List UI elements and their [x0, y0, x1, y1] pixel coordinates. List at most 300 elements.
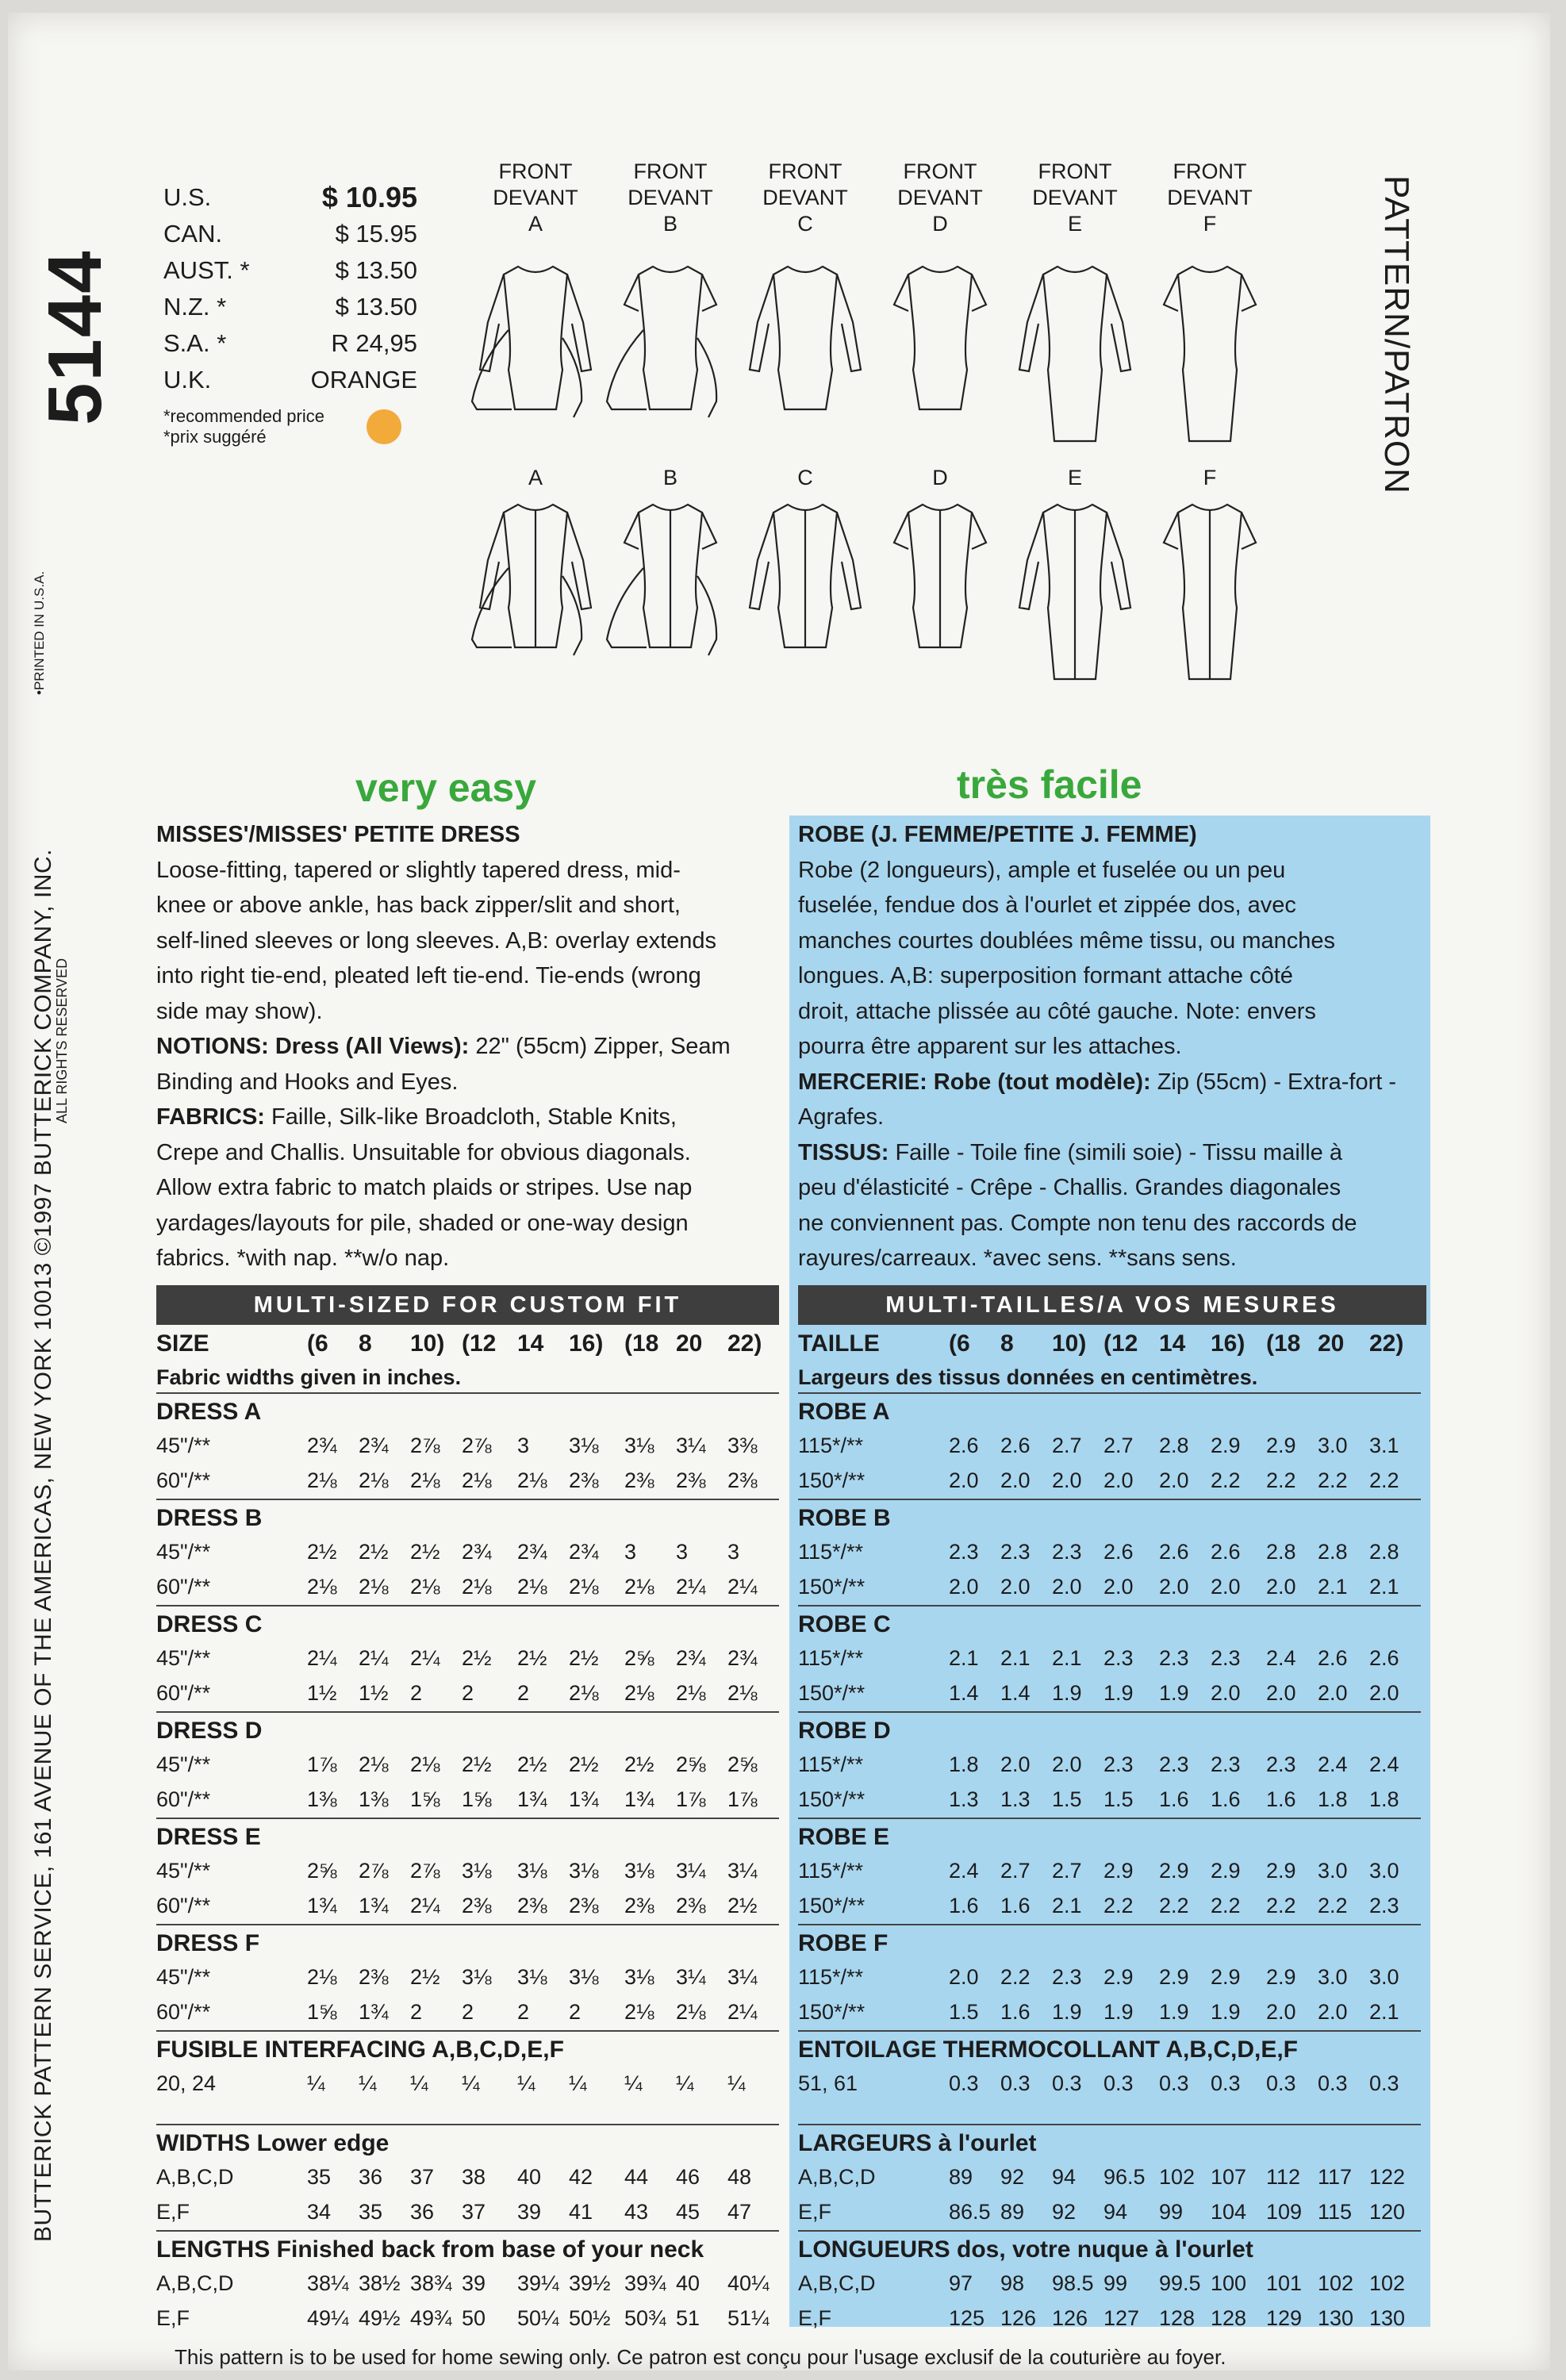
row-value: 2¾ [359, 1434, 389, 1457]
yardage-row [156, 1854, 779, 1889]
row-value: 89 [949, 2165, 973, 2189]
row-value: ¼ [359, 2071, 377, 2095]
row-label: SIZE [156, 1330, 209, 1357]
row-value: 2⅝ [727, 1752, 758, 1776]
row-value: 50½ [569, 2306, 611, 2330]
row-value: 104 [1211, 2200, 1247, 2224]
row-value: 98 [1000, 2271, 1025, 2295]
row-value: (12 [462, 1330, 497, 1357]
row-value: 1.6 [1000, 1894, 1031, 1917]
row-value: 47 [727, 2200, 752, 2224]
row-value: 1¾ [359, 1894, 389, 1917]
row-value: 2.1 [1000, 1646, 1031, 1670]
row-value: 35 [359, 2200, 383, 2224]
row-value: 2⅛ [569, 1681, 599, 1705]
fabrics-line [156, 1100, 779, 1135]
row-value: 2.0 [1211, 1681, 1241, 1705]
row-label: 45"/** [156, 1752, 211, 1776]
row-value: 3⅛ [569, 1434, 599, 1457]
row-value: 2⅛ [624, 1681, 654, 1705]
desc-line: self-lined sleeves or long sleeves. A,B: overlay extends [156, 927, 717, 954]
row-value: 14 [1159, 1330, 1186, 1357]
price-country: AUST. * [163, 256, 250, 284]
yardage-row [156, 1570, 779, 1605]
back-view-label-b: B [662, 466, 677, 489]
row-label: 60"/** [156, 1681, 211, 1705]
row-value: 102 [1318, 2271, 1354, 2295]
row-label: 115*/** [798, 1965, 864, 1989]
row-value: (12 [1103, 1330, 1138, 1357]
row-value: 2.9 [1159, 1965, 1189, 1989]
row-label: 115*/** [798, 1646, 864, 1670]
row-value: 2.0 [1211, 1575, 1241, 1599]
row-value: 51¼ [727, 2306, 770, 2330]
mercerie-line-2: Agrafes. [798, 1104, 884, 1130]
yardage-row [798, 2067, 1421, 2102]
row-value: 2.6 [1211, 1540, 1241, 1564]
row-value: 1.3 [1000, 1787, 1031, 1811]
row-value: 34 [307, 2200, 332, 2224]
row-value: 126 [1052, 2306, 1088, 2330]
view-letter: B [662, 212, 677, 236]
yardage-chart-fr [798, 1326, 1421, 2336]
row-value: 1.8 [1369, 1787, 1399, 1811]
row-value: 1.9 [1103, 2000, 1134, 2024]
row-value: 2.1 [1052, 1894, 1082, 1917]
row-value: 130 [1318, 2306, 1354, 2330]
back-dress-figure-b [607, 505, 716, 655]
row-value: 2¼ [727, 1575, 758, 1599]
row-value: 2.0 [1000, 1575, 1031, 1599]
row-value: 1⅜ [307, 1787, 337, 1811]
yardage-row [156, 1676, 779, 1711]
row-value: 36 [359, 2165, 383, 2189]
row-label: E,F [156, 2306, 190, 2330]
row-value: 2⅞ [410, 1859, 440, 1883]
row-value: 2½ [307, 1540, 337, 1564]
row-value: 92 [1000, 2165, 1025, 2189]
row-value: 1⅞ [727, 1787, 758, 1811]
length-row [156, 2267, 779, 2301]
row-value: 2⅛ [727, 1681, 758, 1705]
row-value: 22) [1369, 1330, 1404, 1357]
pattern-number: 5144 [33, 249, 117, 425]
row-value: 2.7 [1052, 1859, 1082, 1883]
fabrics-line: Allow extra fabric to match plaids or stripes. Use nap [156, 1175, 693, 1200]
chart-section-title [798, 1605, 1421, 1641]
row-value: 2⅜ [569, 1894, 599, 1917]
pattern-envelope-back [8, 13, 1550, 2370]
tissus-label: TISSUS: [798, 1139, 889, 1165]
price-value: $ 13.50 [335, 293, 417, 321]
row-value: 48 [727, 2165, 752, 2189]
row-value: 1¾ [569, 1787, 599, 1811]
row-value: 2.4 [1318, 1752, 1348, 1776]
row-label: E,F [156, 2200, 190, 2224]
row-value: ¼ [410, 2071, 428, 2095]
row-value: 2.1 [1318, 1575, 1348, 1599]
row-value: 2⅛ [307, 1468, 337, 1492]
row-value: 39¾ [624, 2271, 666, 2295]
row-value: 3.0 [1318, 1434, 1348, 1457]
row-value: 2 [517, 2000, 530, 2024]
row-value: 0.3 [1266, 2071, 1296, 2095]
desc-line: Loose-fitting, tapered or slightly tapered dress, mid- [156, 857, 681, 883]
row-value: 2½ [462, 1646, 492, 1670]
row-value: 2.2 [1000, 1965, 1031, 1989]
row-value: 99 [1103, 2271, 1128, 2295]
row-value: 1⅝ [410, 1787, 440, 1811]
row-value: 2.9 [1266, 1859, 1296, 1883]
row-value: 99 [1159, 2200, 1184, 2224]
row-value: 2.8 [1318, 1540, 1348, 1564]
row-value: 10) [1052, 1330, 1087, 1357]
row-value: ¼ [624, 2071, 643, 2095]
row-value: 3¼ [676, 1965, 706, 1989]
back-view-label-f: F [1203, 466, 1217, 489]
row-value: 130 [1369, 2306, 1406, 2330]
row-value: 2.3 [949, 1540, 979, 1564]
row-value: 0.3 [1369, 2071, 1399, 2095]
yardage-row [156, 1889, 779, 1924]
row-value: 2.3 [1159, 1752, 1189, 1776]
row-value: 102 [1159, 2165, 1196, 2189]
row-value: 89 [1000, 2200, 1025, 2224]
section-title: DRESS A [156, 1399, 262, 1425]
row-value: 50¾ [624, 2306, 666, 2330]
view-letter: C [797, 212, 813, 236]
fabrics-label: FABRICS: [156, 1104, 265, 1130]
length-row [798, 2267, 1421, 2301]
row-value: 2¾ [727, 1646, 758, 1670]
row-value: 2.0 [1103, 1575, 1134, 1599]
price-note-fr: *prix suggéré [163, 427, 267, 447]
widths-title [156, 2125, 779, 2160]
row-value: 50 [462, 2306, 486, 2330]
row-value: 2.0 [1318, 1681, 1348, 1705]
fabric-width-note [156, 1361, 779, 1392]
tissus-line: rayures/carreaux. *avec sens. **sans sens. [798, 1246, 1237, 1271]
row-value: 86.5 [949, 2200, 991, 2224]
price-country: U.S. [163, 183, 212, 211]
mercerie-line [798, 1065, 1421, 1100]
row-value: 2¼ [359, 1646, 389, 1670]
row-value: 2⅛ [410, 1752, 440, 1776]
front-dress-figure-a [472, 267, 591, 417]
row-value: 2.7 [1103, 1434, 1134, 1457]
footer-note: This pattern is to be used for home sewing only. Ce patron est conçu pour l'usage exclusif de la couturière au foyer. [175, 2345, 1226, 2369]
front-dress-figure-f [1164, 267, 1256, 441]
row-value: 2.9 [1266, 1434, 1296, 1457]
row-value: 127 [1103, 2306, 1140, 2330]
chart-section-title [798, 2030, 1421, 2067]
row-value: 2.0 [1103, 1468, 1134, 1492]
row-label: E,F [798, 2200, 832, 2224]
row-label: 60"/** [156, 1787, 211, 1811]
row-value: 109 [1266, 2200, 1303, 2224]
row-label: 115*/** [798, 1859, 864, 1883]
yardage-row [798, 1641, 1421, 1676]
row-value: 2 [569, 2000, 581, 2024]
tissus-line: ne conviennent pas. Compte non tenu des raccords de [798, 1210, 1357, 1236]
row-value: 20 [676, 1330, 703, 1357]
fabric-width-note [798, 1361, 1421, 1392]
chart-section-title [156, 1818, 779, 1854]
row-value: 94 [1052, 2165, 1077, 2189]
row-value: 1.5 [1052, 1787, 1082, 1811]
row-value: 0.3 [949, 2071, 979, 2095]
yardage-row [156, 1960, 779, 1995]
row-value: 3⅛ [624, 1859, 654, 1883]
row-label: 60"/** [156, 2000, 211, 2024]
yardage-row [798, 1570, 1421, 1605]
row-value: 2.2 [1266, 1894, 1296, 1917]
row-value: 94 [1103, 2200, 1128, 2224]
notions-line [156, 1029, 779, 1065]
row-value: 2⅛ [359, 1575, 389, 1599]
row-value: 2 [410, 1681, 423, 1705]
row-value: 0.3 [1318, 2071, 1348, 2095]
english-title: MISSES'/MISSES' PETITE DRESS [156, 822, 520, 847]
row-value: 126 [1000, 2306, 1037, 2330]
row-value: 10) [410, 1330, 445, 1357]
row-value: 2½ [410, 1540, 440, 1564]
row-value: 2.1 [1369, 2000, 1399, 2024]
row-value: 1¾ [624, 1787, 654, 1811]
row-value: 22) [727, 1330, 762, 1357]
view-letter: D [932, 212, 948, 236]
notions-text: 22" (55cm) Zipper, Seam [469, 1034, 731, 1059]
row-label: 150*/** [798, 2000, 866, 2024]
row-value: 8 [1000, 1330, 1014, 1357]
yardage-row [156, 1641, 779, 1676]
row-value: 97 [949, 2271, 973, 2295]
row-value: 2¼ [307, 1646, 337, 1670]
row-value: 102 [1369, 2271, 1406, 2295]
row-value: 2.8 [1159, 1434, 1189, 1457]
front-label-text: FRONT [633, 159, 708, 183]
row-value: 0.3 [1052, 2071, 1082, 2095]
row-label: 115*/** [798, 1540, 864, 1564]
row-value: 2⅞ [359, 1859, 389, 1883]
row-value: 1.9 [1211, 2000, 1241, 2024]
yardage-row [798, 1960, 1421, 1995]
row-value: 2.2 [1211, 1894, 1241, 1917]
notions-line-2: Binding and Hooks and Eyes. [156, 1069, 459, 1095]
front-dress-figure-c [750, 267, 861, 409]
row-value: 122 [1369, 2165, 1406, 2189]
row-value: 1.6 [1266, 1787, 1296, 1811]
desc-line: fuselée, fendue dos à l'ourlet et zippée dos, avec [798, 892, 1296, 918]
mercerie-label: MERCERIE: Robe (tout modèle): [798, 1069, 1151, 1095]
width-row [798, 2195, 1421, 2230]
row-value: 39 [517, 2200, 542, 2224]
back-dress-figure-d [894, 505, 986, 647]
note-text: Largeurs des tissus données en centimètres. [798, 1365, 1258, 1389]
row-value: 2⅛ [517, 1575, 547, 1599]
heading-very-easy: very easy [355, 766, 537, 810]
row-label: 150*/** [798, 1894, 866, 1917]
row-label: 45"/** [156, 1434, 211, 1457]
front-label-text: DEVANT [1032, 186, 1118, 209]
desc-line: droit, attache plissée au côté gauche. Note: envers [798, 998, 1316, 1024]
chart-section-title [156, 1924, 779, 1960]
yardage-chart-en [156, 1326, 779, 2336]
row-value: 117 [1318, 2165, 1353, 2189]
front-label-text: DEVANT [628, 186, 713, 209]
yardage-row [798, 1748, 1421, 1783]
row-value: 3.0 [1369, 1859, 1399, 1883]
row-value: 125 [949, 2306, 985, 2330]
back-view-label-d: D [932, 466, 948, 489]
pattern-label: PATTERN/PATRON [1377, 175, 1416, 494]
row-value: 128 [1159, 2306, 1196, 2330]
front-label-text: FRONT [1038, 159, 1112, 183]
desc-line: manches courtes doublées même tissu, ou manches [798, 927, 1336, 954]
row-value: 3.0 [1318, 1965, 1348, 1989]
row-label: TAILLE [798, 1330, 880, 1357]
row-label: A,B,C,D [798, 2165, 876, 2189]
row-value: 2 [462, 2000, 474, 2024]
row-value: 2.9 [1211, 1965, 1241, 1989]
row-value: 0.3 [1103, 2071, 1134, 2095]
row-value: 98.5 [1052, 2271, 1094, 2295]
row-value: 38¾ [410, 2271, 452, 2295]
section-title: LONGUEURS dos, votre nuque à l'ourlet [798, 2236, 1253, 2263]
section-title: LARGEURS à l'ourlet [798, 2130, 1037, 2156]
row-value: 1⅞ [307, 1752, 337, 1776]
row-value: 39½ [569, 2271, 611, 2295]
price-note-en: *recommended price [163, 406, 324, 426]
price-value: ORANGE [310, 366, 417, 393]
yardage-row [798, 1995, 1421, 2030]
view-illustrations [8, 13, 1550, 727]
row-value: 2⅛ [624, 2000, 654, 2024]
yardage-row [156, 1429, 779, 1464]
row-value: ¼ [676, 2071, 694, 2095]
row-label: 60"/** [156, 1468, 211, 1492]
width-row [156, 2195, 779, 2230]
lengths-title [156, 2230, 779, 2267]
desc-line: pourra être apparent sur les attaches. [798, 1034, 1182, 1059]
chart-gap [156, 2102, 779, 2125]
yardage-row [798, 1535, 1421, 1570]
row-value: 2⅝ [624, 1646, 654, 1670]
row-value: 2.0 [1052, 1752, 1082, 1776]
section-title: LENGTHS Finished back from base of your neck [156, 2236, 704, 2263]
front-label-text: DEVANT [1167, 186, 1253, 209]
row-value: 2.4 [1266, 1646, 1296, 1670]
row-value: 2¾ [462, 1540, 492, 1564]
section-title: ROBE D [798, 1718, 891, 1744]
row-value: ¼ [569, 2071, 587, 2095]
row-value: 2.9 [1103, 1859, 1134, 1883]
row-value: ¼ [307, 2071, 325, 2095]
row-value: 2⅞ [410, 1434, 440, 1457]
fabrics-line: Crepe and Challis. Unsuitable for obvious diagonals. [156, 1139, 691, 1165]
row-value: 3⅛ [517, 1859, 547, 1883]
price-country: U.K. [163, 366, 212, 393]
row-value: 2.7 [1052, 1434, 1082, 1457]
row-value: ¼ [462, 2071, 480, 2095]
row-value: 2.0 [1052, 1468, 1082, 1492]
row-value: 2.0 [1266, 2000, 1296, 2024]
chart-gap [798, 2102, 1421, 2125]
row-value: 37 [410, 2165, 435, 2189]
row-value: 44 [624, 2165, 649, 2189]
section-title: ENTOILAGE THERMOCOLLANT A,B,C,D,E,F [798, 2036, 1298, 2063]
row-value: 8 [359, 1330, 372, 1357]
row-value: 2⅛ [410, 1575, 440, 1599]
row-value: 2½ [569, 1646, 599, 1670]
row-value: 2.1 [1052, 1646, 1082, 1670]
back-view-label-c: C [797, 466, 813, 489]
fabrics-line: yardages/layouts for pile, shaded or one-way design [156, 1210, 689, 1236]
rights-reserved: ALL RIGHTS RESERVED [54, 958, 70, 1123]
row-value: 2.9 [1103, 1965, 1134, 1989]
back-dress-figure-f [1164, 505, 1256, 679]
back-dress-figure-c [750, 505, 861, 647]
row-label: 150*/** [798, 1468, 866, 1492]
section-title: ROBE F [798, 1930, 889, 1956]
row-value: 2.3 [1211, 1752, 1241, 1776]
section-title: ROBE B [798, 1505, 891, 1531]
row-value: 2.6 [1103, 1540, 1134, 1564]
row-value: 101 [1266, 2271, 1303, 2295]
tissus-text: Faille - Toile fine (simili soie) - Tissu maille à [889, 1139, 1342, 1165]
front-label-text: FRONT [1173, 159, 1247, 183]
row-value: 1.9 [1052, 2000, 1082, 2024]
row-value: 96.5 [1103, 2165, 1146, 2189]
row-label: 60"/** [156, 1894, 211, 1917]
row-value: 3 [676, 1540, 689, 1564]
row-label: 115*/** [798, 1434, 864, 1457]
row-value: 1.8 [1318, 1787, 1348, 1811]
row-value: 2.6 [1159, 1540, 1189, 1564]
row-value: 2¾ [676, 1646, 706, 1670]
row-value: 2.0 [1266, 1575, 1296, 1599]
row-value: 1½ [307, 1681, 337, 1705]
row-value: 1.6 [1000, 2000, 1031, 2024]
row-value: 2 [517, 1681, 530, 1705]
row-value: 3⅜ [727, 1434, 758, 1457]
yardage-row [156, 1748, 779, 1783]
row-value: 2.3 [1103, 1752, 1134, 1776]
row-value: 49¼ [307, 2306, 349, 2330]
view-letter: F [1203, 212, 1217, 236]
row-value: 2⅛ [462, 1575, 492, 1599]
row-value: 38 [462, 2165, 486, 2189]
row-value: 2 [462, 1681, 474, 1705]
chart-section-title [798, 1711, 1421, 1748]
section-title: DRESS D [156, 1718, 263, 1744]
row-value: 2.0 [1318, 2000, 1348, 2024]
english-description [156, 817, 779, 1276]
length-row [156, 2301, 779, 2336]
width-row [156, 2160, 779, 2195]
row-value: 3⅛ [624, 1965, 654, 1989]
row-value: 2.9 [1211, 1434, 1241, 1457]
row-value: 38¼ [307, 2271, 349, 2295]
chart-bar-en: MULTI-SIZED FOR CUSTOM FIT [156, 1285, 779, 1325]
length-row [798, 2301, 1421, 2336]
row-value: 2.2 [1266, 1468, 1296, 1492]
row-value: 2.3 [1266, 1752, 1296, 1776]
row-value: 1⅜ [359, 1787, 389, 1811]
printed-in-usa: •PRINTED IN U.S.A. [32, 570, 47, 695]
row-value: 2.2 [1159, 1894, 1189, 1917]
row-value: 40 [676, 2271, 700, 2295]
